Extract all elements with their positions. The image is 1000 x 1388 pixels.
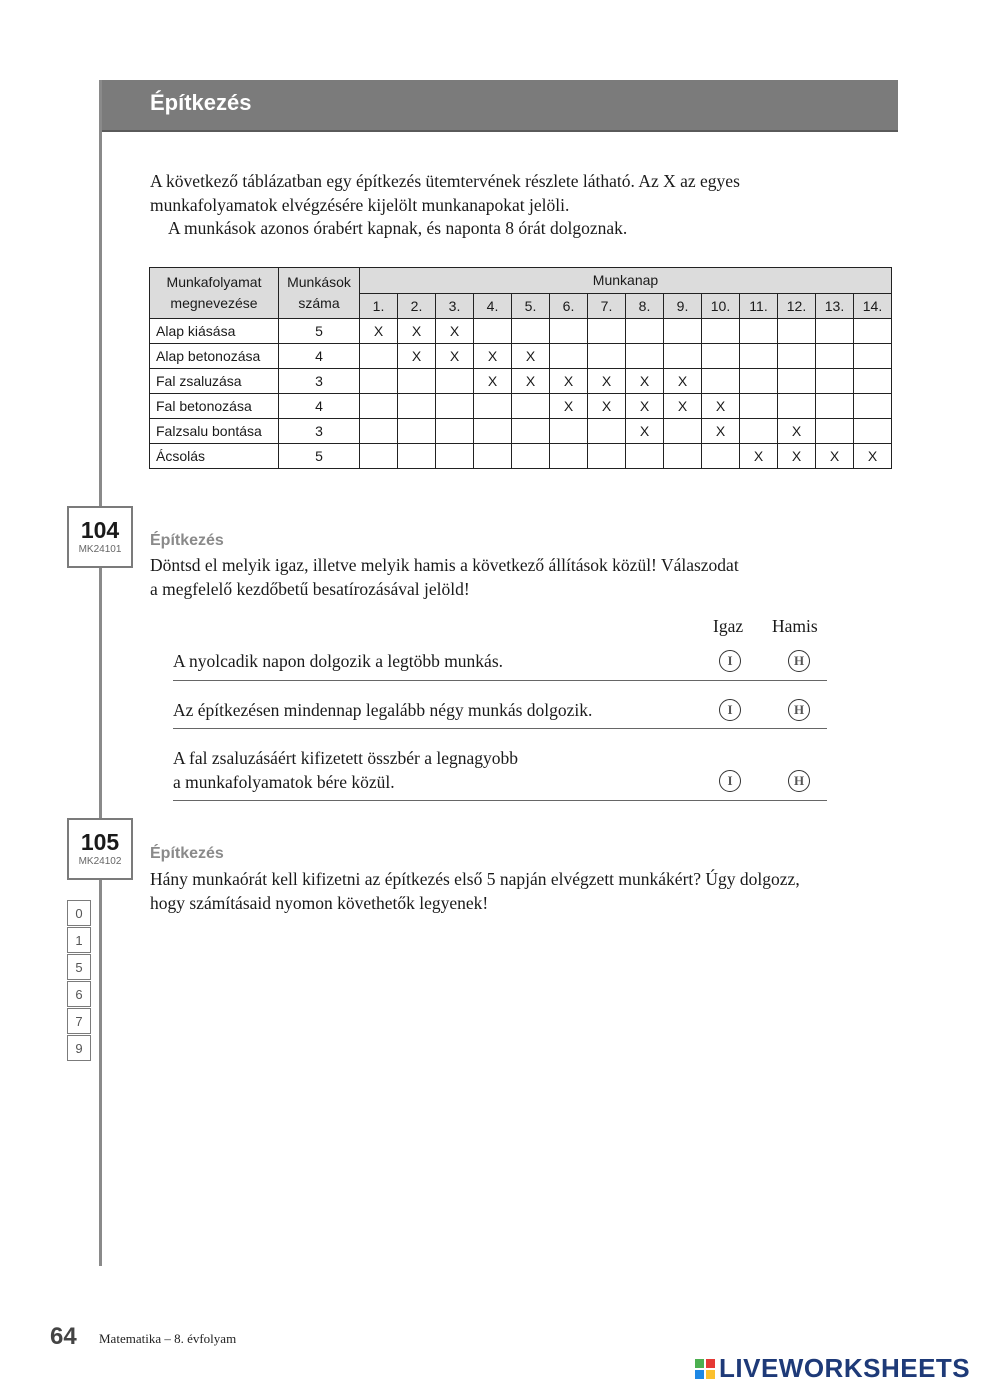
day-header: 9. <box>664 293 702 319</box>
day-cell: X <box>702 419 740 444</box>
score-boxes <box>67 900 93 1062</box>
day-cell <box>854 394 892 419</box>
day-cell <box>550 419 588 444</box>
day-cell: X <box>512 369 550 394</box>
day-cell: X <box>474 344 512 369</box>
day-cell: X <box>854 444 892 469</box>
day-cell <box>702 319 740 344</box>
false-option[interactable]: H <box>788 699 810 721</box>
day-header: 4. <box>474 293 512 319</box>
task-105-heading: Építkezés <box>150 845 224 862</box>
intro-line: A következő táblázatban egy építkezés ütemtervének részlete látható. Az X az egyes <box>150 171 740 191</box>
true-option[interactable]: I <box>719 770 741 792</box>
day-cell <box>854 369 892 394</box>
schedule-row <box>150 419 892 444</box>
day-header: 2. <box>398 293 436 319</box>
day-cell <box>740 344 778 369</box>
day-cell: X <box>626 369 664 394</box>
score-box[interactable]: 6 <box>67 981 91 1007</box>
day-cell <box>778 344 816 369</box>
day-cell: X <box>778 419 816 444</box>
day-cell <box>626 344 664 369</box>
day-cell <box>398 369 436 394</box>
day-cell: X <box>550 369 588 394</box>
col-task-header: Munkafolyamat megnevezése <box>150 268 279 319</box>
day-cell <box>474 394 512 419</box>
task-104-text: Döntsd el melyik igaz, illetve melyik hamis a következő állítások közül! Válaszodat a megfelelő kezdőbetű besatírozásával jelöld! <box>150 555 739 599</box>
section-header <box>102 80 898 132</box>
brand-name: LIVEWORKSHEETS <box>719 1353 971 1383</box>
true-option[interactable]: I <box>719 699 741 721</box>
day-cell <box>816 369 854 394</box>
task-105-box <box>67 818 133 880</box>
day-cell <box>436 444 474 469</box>
day-cell: X <box>626 419 664 444</box>
day-header: 3. <box>436 293 474 319</box>
statement-row: A nyolcadik napon dolgozik a legtöbb munkás. I H <box>173 646 827 681</box>
score-box[interactable]: 0 <box>67 900 91 926</box>
day-cell: X <box>588 394 626 419</box>
day-cell: X <box>398 319 436 344</box>
day-cell <box>360 369 398 394</box>
day-cell: X <box>778 444 816 469</box>
page-number: 64 <box>50 1323 77 1350</box>
col-true-label: Igaz <box>713 616 744 636</box>
day-cell <box>816 319 854 344</box>
day-header: 12. <box>778 293 816 319</box>
day-cell <box>854 419 892 444</box>
worker-count: 5 <box>279 444 360 469</box>
day-cell <box>740 394 778 419</box>
day-cell <box>436 394 474 419</box>
task-number: 105 <box>80 829 120 855</box>
score-box[interactable]: 1 <box>67 927 91 953</box>
day-cell <box>854 344 892 369</box>
day-cell: X <box>664 394 702 419</box>
day-header: 13. <box>816 293 854 319</box>
schedule-row <box>150 394 892 419</box>
schedule-row <box>150 444 892 469</box>
day-cell <box>360 419 398 444</box>
task-105-text: Hány munkaórát kell kifizetni az építkezés első 5 napján elvégzett munkákért? Úgy dolgozz, hogy számításaid nyomon követhetők legyenek! <box>150 869 800 913</box>
schedule-table <box>149 267 892 469</box>
day-cell <box>702 344 740 369</box>
intro-line: munkafolyamatok elvégzésére kijelölt munkanapokat jelöli. <box>150 194 570 215</box>
day-header: 5. <box>512 293 550 319</box>
day-cell <box>778 369 816 394</box>
score-box[interactable]: 9 <box>67 1035 91 1061</box>
intro-line: A munkások azonos órabért kapnak, és naponta 8 órát dolgoznak. <box>168 218 628 238</box>
day-cell <box>664 444 702 469</box>
brand-grid-icon <box>695 1359 715 1379</box>
col-workers-header: Munkások száma <box>279 268 360 319</box>
day-header: 10. <box>702 293 740 319</box>
day-cell <box>398 419 436 444</box>
schedule-row <box>150 344 892 369</box>
day-cell <box>474 444 512 469</box>
day-cell <box>626 444 664 469</box>
task-code: MK24102 <box>78 856 122 867</box>
section-title: Építkezés <box>150 90 252 115</box>
day-cell: X <box>436 319 474 344</box>
day-cell <box>816 394 854 419</box>
day-cell <box>664 319 702 344</box>
col-false-label: Hamis <box>772 616 818 636</box>
day-cell <box>664 419 702 444</box>
worker-count: 4 <box>279 394 360 419</box>
day-cell: X <box>664 369 702 394</box>
day-cell <box>436 419 474 444</box>
worker-count: 5 <box>279 319 360 344</box>
task-name: Alap kiásása <box>150 319 279 344</box>
day-cell <box>778 319 816 344</box>
task-code: MK24101 <box>78 544 122 555</box>
day-header: 8. <box>626 293 664 319</box>
day-cell <box>588 419 626 444</box>
day-header: 6. <box>550 293 588 319</box>
day-cell: X <box>702 394 740 419</box>
day-cell <box>512 394 550 419</box>
schedule-row <box>150 319 892 344</box>
day-cell <box>702 369 740 394</box>
schedule-row <box>150 369 892 394</box>
day-cell <box>588 344 626 369</box>
day-cell <box>550 344 588 369</box>
true-option[interactable]: I <box>719 650 741 672</box>
task-name: Fal betonozása <box>150 394 279 419</box>
day-cell <box>588 444 626 469</box>
schedule-body <box>150 319 892 469</box>
day-header: 1. <box>360 293 398 319</box>
day-cell <box>664 344 702 369</box>
day-cell: X <box>436 344 474 369</box>
task-name: Falzsalu bontása <box>150 419 279 444</box>
day-cell <box>702 444 740 469</box>
task-name: Alap betonozása <box>150 344 279 369</box>
day-cell <box>778 394 816 419</box>
day-cell <box>816 344 854 369</box>
day-cell: X <box>740 444 778 469</box>
worker-count: 4 <box>279 344 360 369</box>
day-cell: X <box>398 344 436 369</box>
day-cell <box>512 419 550 444</box>
day-cell <box>474 319 512 344</box>
day-cell <box>740 419 778 444</box>
day-cell: X <box>550 394 588 419</box>
day-cell <box>512 444 550 469</box>
day-cell: X <box>474 369 512 394</box>
score-box[interactable]: 7 <box>67 1008 91 1034</box>
day-cell <box>550 444 588 469</box>
day-cell <box>550 319 588 344</box>
brand-logo[interactable] <box>695 1353 970 1384</box>
day-cell: X <box>626 394 664 419</box>
day-cell: X <box>816 444 854 469</box>
day-cell <box>398 394 436 419</box>
day-cell <box>360 344 398 369</box>
worker-count: 3 <box>279 419 360 444</box>
day-cell <box>588 319 626 344</box>
day-cell <box>474 419 512 444</box>
worker-count: 3 <box>279 369 360 394</box>
intro-text <box>150 170 900 241</box>
task-name: Fal zsaluzása <box>150 369 279 394</box>
false-option[interactable]: H <box>788 650 810 672</box>
day-cell: X <box>360 319 398 344</box>
col-days-header: Munkanap <box>360 268 892 294</box>
task-104-heading: Építkezés <box>150 532 224 549</box>
day-cell <box>740 319 778 344</box>
day-header: 14. <box>854 293 892 319</box>
day-cell <box>398 444 436 469</box>
task-104-box <box>67 506 133 568</box>
day-cell <box>436 369 474 394</box>
task-name: Ácsolás <box>150 444 279 469</box>
day-header: 7. <box>588 293 626 319</box>
day-cell: X <box>512 344 550 369</box>
statement-row: Az építkezésen mindennap legalább négy munkás dolgozik. I H <box>173 681 827 729</box>
day-cell: X <box>588 369 626 394</box>
day-cell <box>816 419 854 444</box>
day-cell <box>360 444 398 469</box>
margin-rule <box>99 80 102 1266</box>
day-cell <box>512 319 550 344</box>
statement-row: A fal zsaluzásáért kifizetett összbér a legnagyobb a munkafolyamatok bére közül. I H <box>173 729 827 801</box>
footer-subject: Matematika – 8. évfolyam <box>99 1331 237 1346</box>
score-box[interactable]: 5 <box>67 954 91 980</box>
day-cell <box>740 369 778 394</box>
task-number: 104 <box>80 517 120 543</box>
day-cell <box>626 319 664 344</box>
false-option[interactable]: H <box>788 770 810 792</box>
day-cell <box>854 319 892 344</box>
day-header: 11. <box>740 293 778 319</box>
day-cell <box>360 394 398 419</box>
